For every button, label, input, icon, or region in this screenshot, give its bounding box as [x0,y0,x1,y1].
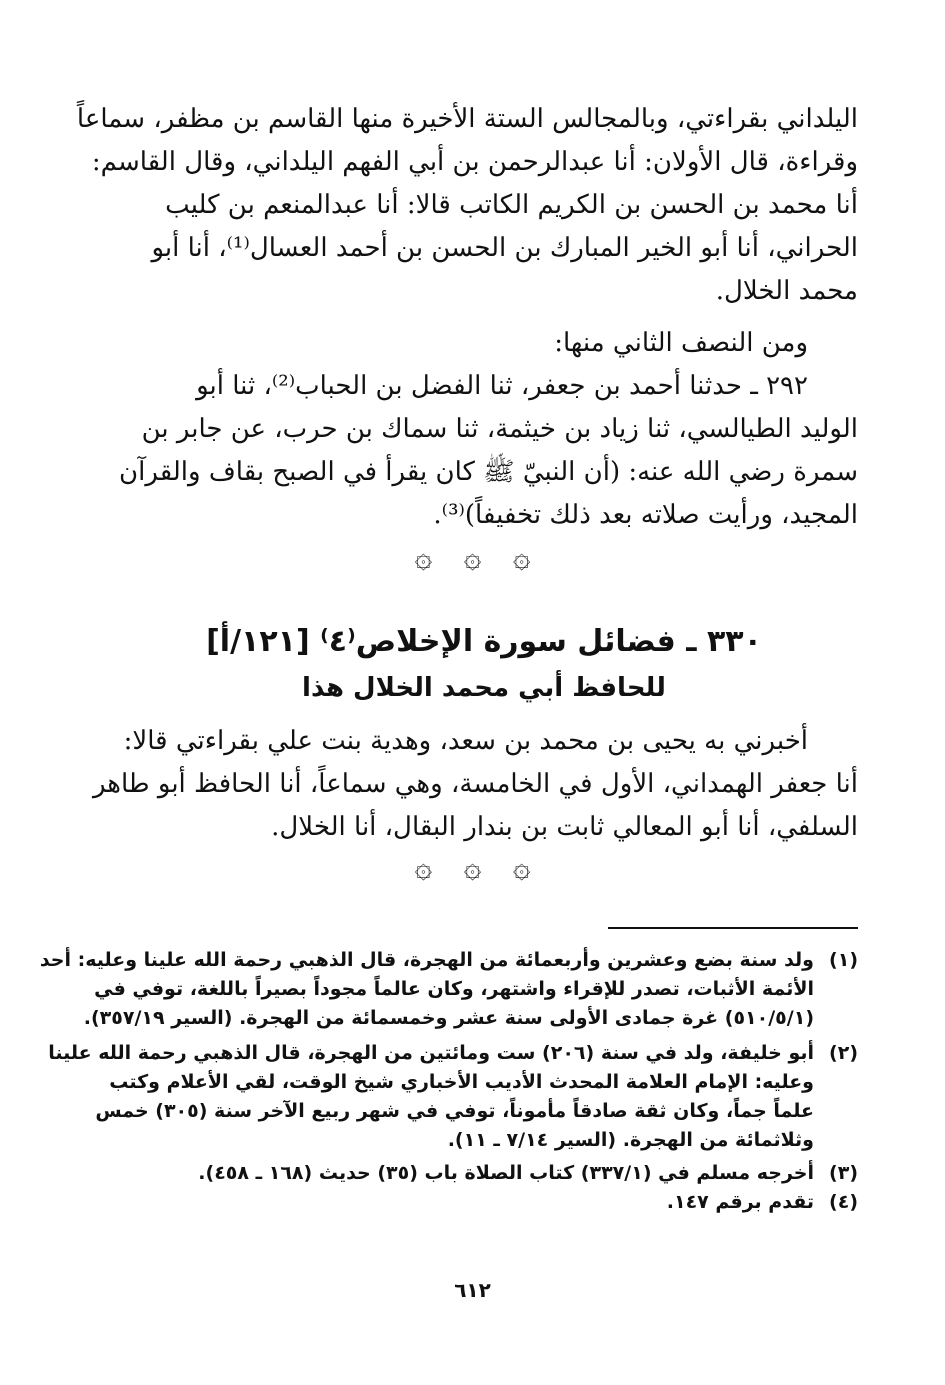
text-line: ٢٩٢ ـ حدثنا أحمد بن جعفر، ثنا الفضل بن الحباب⁽²⁾، ثنا أبو [196,371,808,401]
text-line: محمد الخلال. [715,276,858,306]
footnote-line: علماً جماً، وكان ثقة صادقاً مأموناً، توفي في شهر ربيع الآخر سنة (٣٠٥) خمس [95,1100,814,1122]
ornament-icon: ۞ [414,850,433,885]
text-line: سمرة رضي الله عنه: (أن النبيّ ﷺ كان يقرأ في الصبح بقاف والقرآن [119,457,858,487]
footnote-line: وثلاثمائة من الهجرة. (السير ٧/١٤ ـ ١١). [447,1129,814,1151]
text-line: ومن النصف الثاني منها: [554,328,808,358]
footnote-number: (٤) [829,1191,858,1213]
footnote-line: ولد سنة بضع وعشرين وأربعمائة من الهجرة، قال الذهبي رحمة الله علينا وعليه: أحد [39,949,814,971]
section-heading: ٣٣٠ ـ فضائل سورة الإخلاص⁽٤⁾ [١٢١/أ] [206,624,762,659]
text-line: وقراءة، قال الأولان: أنا عبدالرحمن بن أبي الفهم اليلداني، وقال القاسم: [91,147,858,177]
section-subheading: للحافظ أبي محمد الخلال هذا [302,673,666,703]
ornament-icon: ۞ [512,540,531,575]
footnote-line: (٥١٠/٥/١) غرة جمادى الأولى سنة عشر وخمسمائة من الهجرة. (السير ٣٥٧/١٩). [83,1007,814,1029]
text-line: أنا جعفر الهمداني، الأول في الخامسة، وهي سماعاً، أنا الحافظ أبو طاهر [92,769,858,799]
text-line: الوليد الطيالسي، ثنا زياد بن خيثمة، ثنا سماك بن حرب، عن جابر بن [141,414,858,444]
footnote-item [110,1159,858,1188]
text-line: السلفي، أنا أبو المعالي ثابت بن بندار البقال، أنا الخلال. [271,812,858,842]
footnote-line: وعليه: الإمام العلامة المحدث الأديب الأخباري شيخ الوقت، لقي الأعلام وكتب [109,1071,814,1093]
ornament-icon: ۞ [463,540,482,575]
footnote-line: أبو خليفة، ولد في سنة (٢٠٦) ست ومائتين من الهجرة، قال الذهبي رحمة الله علينا [48,1042,814,1064]
footnotes [39,946,858,1217]
footnote-line: الأئمة الأثبات، تصدر للإقراء واشتهر، وكان عالماً مجوداً بصيراً باللغة، توفي في [94,978,814,1000]
ornament-icon: ۞ [414,540,433,575]
page-number: ٦١٢ [454,1278,491,1302]
footnote-line: أخرجه مسلم في (٣٣٧/١) كتاب الصلاة باب (٣٥) حديث (١٦٨ ـ ٤٥٨). [198,1162,814,1184]
footnote-item [39,946,858,1033]
footnote-item [48,1039,858,1155]
text-line: اليلداني بقراءتي، وبالمجالس الستة الأخيرة منها القاسم بن مظفر، سماعاً [76,104,858,134]
paragraph-hadith-292 [110,322,858,537]
ornament-icon: ۞ [512,850,531,885]
footnote-item [110,1188,858,1217]
section-divider-ornaments [0,540,945,575]
footnote-separator [608,927,858,929]
text-line: الحراني، أنا أبو الخير المبارك بن الحسن بن أحمد العسال⁽¹⁾، أنا أبو [151,233,858,263]
footnote-number: (١) [829,949,858,971]
section-divider-ornaments [0,850,945,885]
footnote-number: (٣) [829,1162,858,1184]
ornament-icon: ۞ [463,850,482,885]
paragraph-chain-of-narration [76,98,858,313]
paragraph-isnad-330 [92,720,858,849]
text-line: أخبرني به يحيى بن محمد بن سعد، وهدية بنت علي بقراءتي قالا: [123,726,808,756]
footnote-line: تقدم برقم ١٤٧. [666,1191,814,1213]
text-line: أنا محمد بن الحسن بن الكريم الكاتب قالا: أنا عبدالمنعم بن كليب [165,190,858,220]
text-line: المجيد، ورأيت صلاته بعد ذلك تخفيفاً)⁽³⁾. [433,500,858,530]
footnote-number: (٢) [829,1042,858,1064]
